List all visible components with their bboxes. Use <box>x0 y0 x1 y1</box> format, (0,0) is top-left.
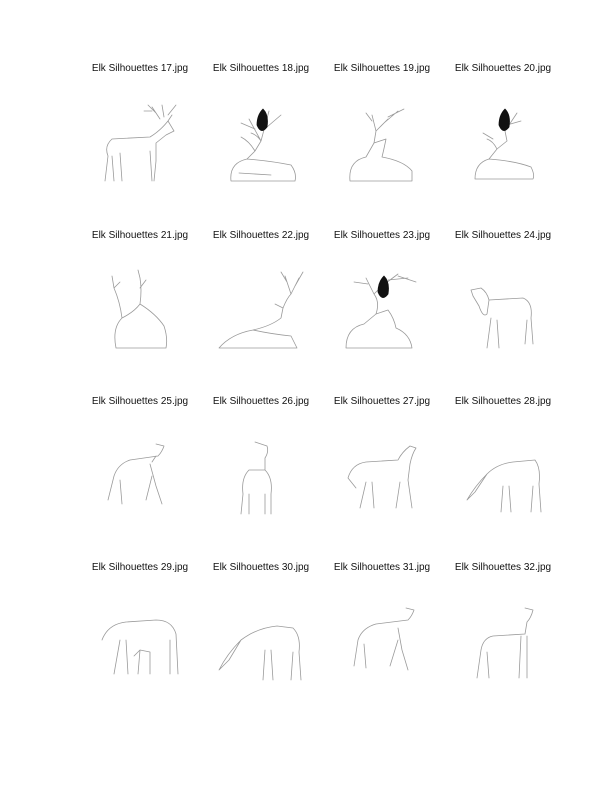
elk-outline-path <box>102 620 178 674</box>
elk-outline-icon <box>90 268 190 358</box>
elk-outline-icon <box>453 434 553 524</box>
elk-outline-icon <box>332 268 432 358</box>
dark-patch-mark <box>499 109 510 131</box>
thumbnail-tile <box>80 63 200 223</box>
thumbnail-tile <box>322 230 442 390</box>
elk-silhouette-image <box>90 268 190 358</box>
thumbnail-tile <box>443 396 563 556</box>
thumbnail-tile <box>443 230 563 390</box>
thumbnail-caption: Elk Silhouettes 17.jpg <box>91 63 189 74</box>
elk-silhouette-image <box>90 434 190 524</box>
thumbnail-tile <box>201 230 321 390</box>
thumbnail-caption: Elk Silhouettes 29.jpg <box>91 562 189 573</box>
thumbnail-caption: Elk Silhouettes 30.jpg <box>212 562 310 573</box>
thumbnail-tile <box>80 230 200 390</box>
elk-silhouette-image <box>211 434 311 524</box>
elk-outline-icon <box>453 600 553 690</box>
thumbnail-caption: Elk Silhouettes 25.jpg <box>91 396 189 407</box>
elk-outline-path <box>354 608 414 670</box>
elk-silhouette-image <box>453 600 553 690</box>
elk-outline-icon <box>211 600 311 690</box>
elk-outline-path <box>105 105 176 181</box>
elk-outline-icon <box>90 600 190 690</box>
elk-outline-path <box>219 626 301 680</box>
thumbnail-tile <box>201 562 321 722</box>
thumbnail-caption: Elk Silhouettes 31.jpg <box>333 562 431 573</box>
dark-patch-mark <box>257 109 268 131</box>
elk-outline-icon <box>453 101 553 191</box>
elk-outline-path <box>471 288 533 348</box>
elk-outline-icon <box>90 434 190 524</box>
elk-silhouette-image <box>90 600 190 690</box>
elk-silhouette-image <box>332 101 432 191</box>
thumbnail-tile <box>201 63 321 223</box>
elk-outline-path <box>350 109 412 181</box>
thumbnail-caption: Elk Silhouettes 24.jpg <box>454 230 552 241</box>
elk-silhouette-image <box>332 600 432 690</box>
thumbnail-caption: Elk Silhouettes 18.jpg <box>212 63 310 74</box>
elk-outline-icon <box>332 434 432 524</box>
thumbnail-caption: Elk Silhouettes 21.jpg <box>91 230 189 241</box>
elk-outline-icon <box>90 101 190 191</box>
thumbnail-tile <box>443 63 563 223</box>
thumbnail-caption: Elk Silhouettes 19.jpg <box>333 63 431 74</box>
thumbnail-tile <box>443 562 563 722</box>
elk-outline-path <box>477 608 533 678</box>
thumbnail-tile <box>322 63 442 223</box>
elk-outline-icon <box>211 101 311 191</box>
elk-outline-icon <box>332 101 432 191</box>
elk-silhouette-image <box>211 600 311 690</box>
thumbnail-caption: Elk Silhouettes 28.jpg <box>454 396 552 407</box>
elk-silhouette-image <box>453 268 553 358</box>
elk-silhouette-image <box>453 434 553 524</box>
thumbnail-caption: Elk Silhouettes 26.jpg <box>212 396 310 407</box>
thumbnail-caption: Elk Silhouettes 20.jpg <box>454 63 552 74</box>
thumbnail-caption: Elk Silhouettes 27.jpg <box>333 396 431 407</box>
elk-outline-icon <box>211 434 311 524</box>
elk-silhouette-image <box>211 101 311 191</box>
elk-outline-path <box>112 270 167 348</box>
thumbnail-tile <box>322 396 442 556</box>
elk-outline-path <box>108 444 164 504</box>
elk-silhouette-image <box>332 434 432 524</box>
thumbnail-caption: Elk Silhouettes 23.jpg <box>333 230 431 241</box>
elk-outline-icon <box>332 600 432 690</box>
thumbnail-caption: Elk Silhouettes 22.jpg <box>212 230 310 241</box>
elk-outline-path <box>467 460 541 512</box>
thumbnail-tile <box>80 396 200 556</box>
elk-outline-icon <box>211 268 311 358</box>
elk-outline-path <box>219 272 303 348</box>
elk-silhouette-image <box>332 268 432 358</box>
thumbnail-tile <box>322 562 442 722</box>
dark-patch-mark <box>378 276 389 298</box>
thumbnail-caption: Elk Silhouettes 32.jpg <box>454 562 552 573</box>
elk-outline-icon <box>453 268 553 358</box>
elk-silhouette-image <box>90 101 190 191</box>
elk-outline-path <box>241 442 271 514</box>
elk-outline-path <box>348 446 416 508</box>
elk-silhouette-image <box>211 268 311 358</box>
elk-silhouette-image <box>453 101 553 191</box>
thumbnail-tile <box>201 396 321 556</box>
thumbnail-tile <box>80 562 200 722</box>
